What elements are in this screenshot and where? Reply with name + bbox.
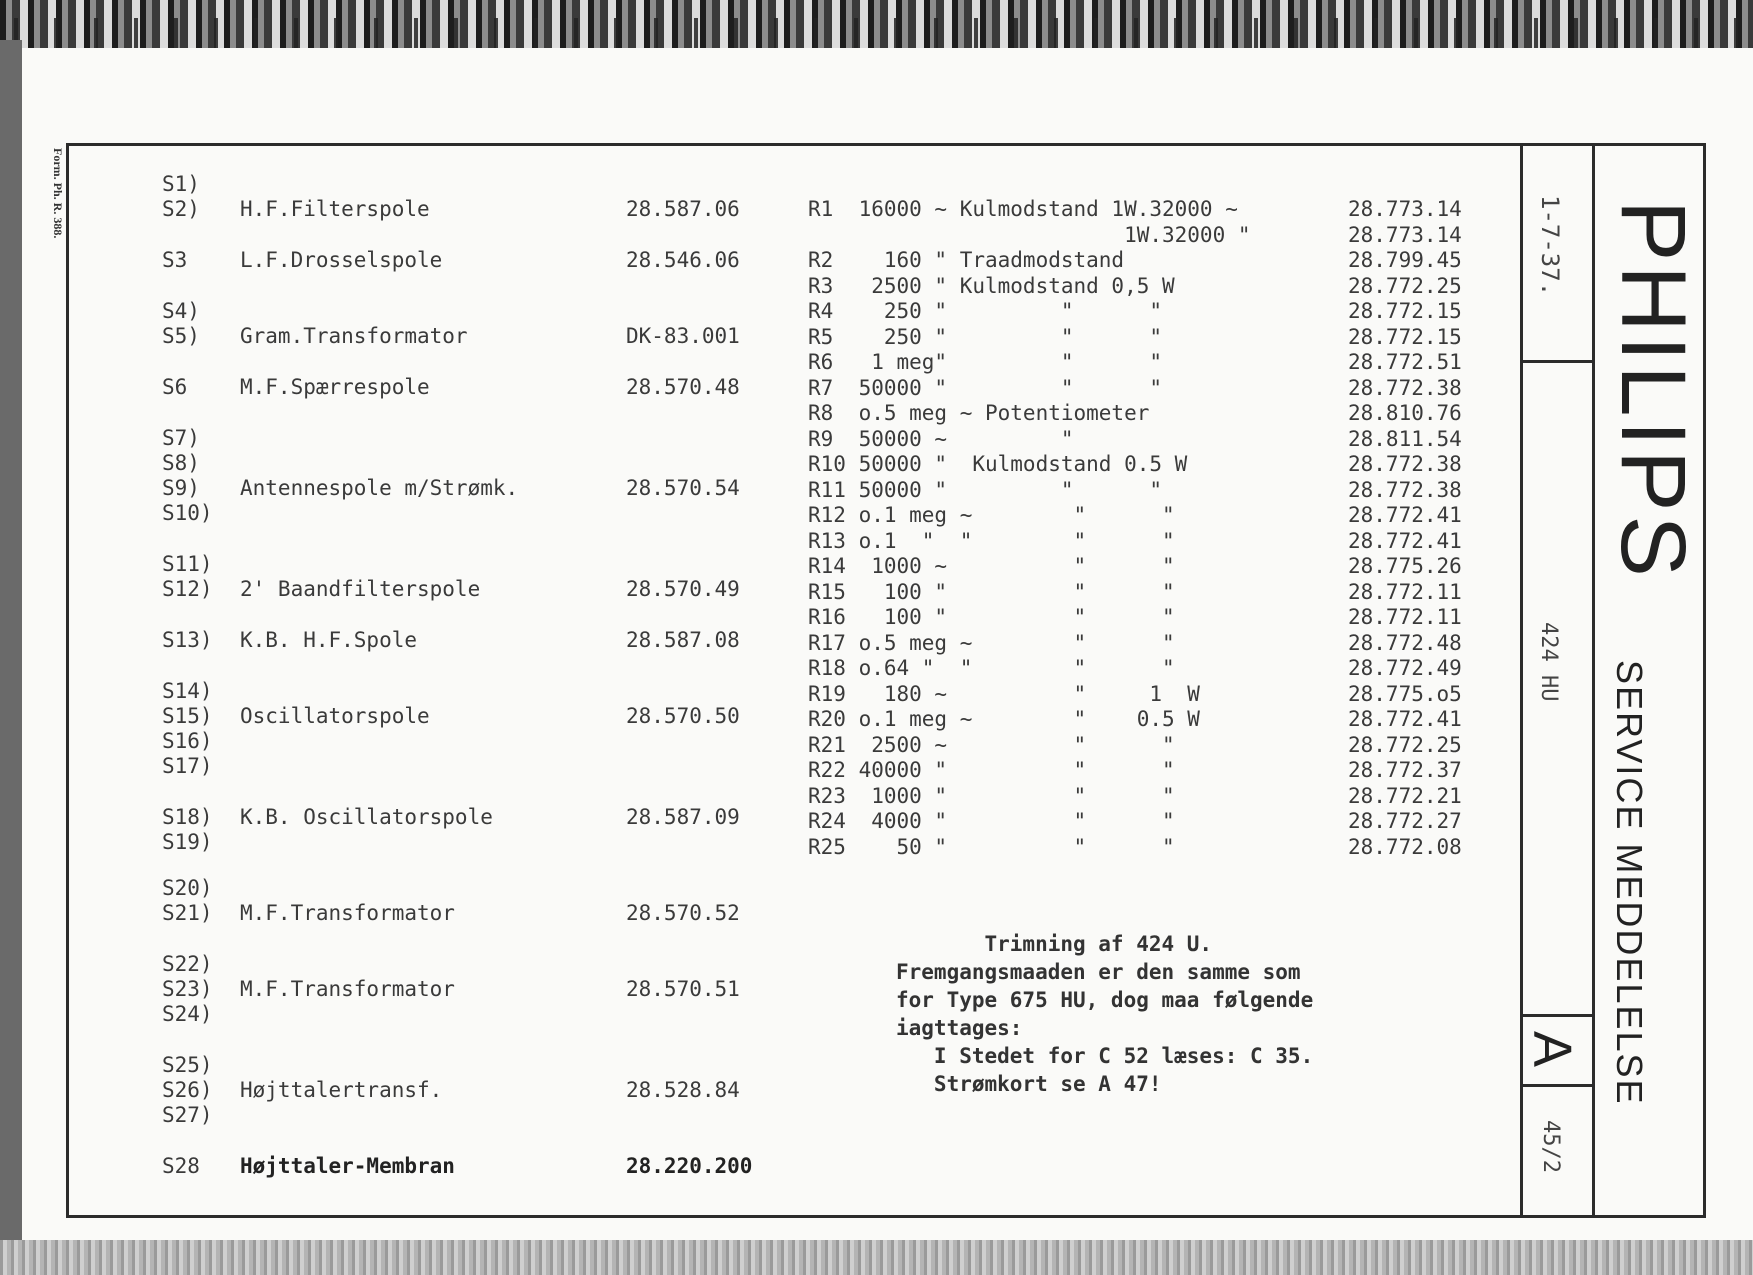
coil-name: K.B. Oscillatorspole [240,805,493,829]
resistor-part-number: 28.772.15 [1348,299,1462,323]
coil-code: S26) [162,1078,213,1102]
resistor-part-number: 28.772.51 [1348,350,1462,374]
coil-code: S21) [162,901,213,925]
coil-code: S6 [162,375,188,399]
resistor-spec: R23 1000 " " " [808,784,1175,808]
resistor-part-number: 28.811.54 [1348,427,1462,451]
coil-name: K.B. H.F.Spole [240,628,418,652]
resistor-part-number: 28.772.41 [1348,503,1462,527]
resistor-part-number: 28.775.o5 [1348,682,1462,706]
resistor-part-number: 28.772.11 [1348,605,1462,629]
coil-name: Gram.Transformator [240,324,468,348]
resistor-spec: R6 1 meg" " " [808,350,1163,374]
coil-part-number: 28.570.51 [626,977,740,1001]
coil-code: S24) [162,1002,213,1026]
sidebar-divider-letter-bottom [1520,1084,1594,1087]
coil-code: S4) [162,299,200,323]
coil-code: S13) [162,628,213,652]
coil-code: S1) [162,172,200,196]
resistor-spec: R22 40000 " " " [808,758,1175,782]
resistor-part-number: 28.772.25 [1348,733,1462,757]
coil-code: S17) [162,754,213,778]
resistor-spec: R5 250 " " " [808,325,1163,349]
coil-part-number: 28.587.09 [626,805,740,829]
coil-name: 2' Baandfilterspole [240,577,481,601]
resistor-part-number: 28.772.08 [1348,835,1462,859]
resistor-part-number: 28.810.76 [1348,401,1462,425]
coil-name: M.F.Transformator [240,901,455,925]
coil-code: S18) [162,805,213,829]
resistor-spec: R13 o.1 " " " " [808,529,1175,553]
note-line: Fremgangsmaaden er den samme som [896,960,1301,984]
resistor-spec: R1 16000 ~ Kulmodstand 1W.32000 ~ [808,197,1238,221]
page-number: 45/2 [1538,1120,1563,1173]
resistor-part-number: 28.772.27 [1348,809,1462,833]
coil-code: S10) [162,501,213,525]
resistor-part-number: 28.772.41 [1348,707,1462,731]
resistor-spec: R8 o.5 meg ~ Potentiometer [808,401,1150,425]
coil-name: L.F.Drosselspole [240,248,443,272]
service-heading: SERVICE MEDDELELSE [1609,660,1650,1106]
coil-code: S12) [162,577,213,601]
resistor-spec: R4 250 " " " [808,299,1163,323]
coil-part-number: 28.570.54 [626,476,740,500]
resistor-part-number: 28.772.21 [1348,784,1462,808]
page-edge-bottom [0,1240,1753,1275]
coil-code: S28 [162,1154,200,1178]
coil-part-number: 28.546.06 [626,248,740,272]
coil-code: S19) [162,830,213,854]
resistor-spec: R11 50000 " " " [808,478,1163,502]
resistor-part-number: 28.772.38 [1348,452,1462,476]
note-line: Strømkort se A 47! [896,1072,1162,1096]
coil-part-number: 28.570.50 [626,704,740,728]
resistor-part-number: 28.772.48 [1348,631,1462,655]
resistor-spec: R21 2500 ~ " " [808,733,1175,757]
coil-part-number: 28.570.48 [626,375,740,399]
coil-code: S23) [162,977,213,1001]
philips-logo: PHILIPS [1602,200,1704,581]
resistor-spec: R24 4000 " " " [808,809,1175,833]
date-stamp: 1-7-37. [1536,195,1564,297]
resistor-spec: R15 100 " " " [808,580,1175,604]
sidebar-divider-letter [1520,1014,1594,1017]
coil-name: M.F.Transformator [240,977,455,1001]
resistor-spec: R12 o.1 meg ~ " " [808,503,1175,527]
resistor-spec: R9 50000 ~ " [808,427,1074,451]
coil-code: S20) [162,876,213,900]
coil-code: S15) [162,704,213,728]
resistor-spec: R2 160 " Traadmodstand [808,248,1125,272]
coil-name: Højttaler-Membran [240,1154,455,1178]
resistor-part-number: 28.799.45 [1348,248,1462,272]
resistor-spec: R17 o.5 meg ~ " " [808,631,1175,655]
coil-code: S27) [162,1103,213,1127]
resistor-spec: R18 o.64 " " " " [808,656,1175,680]
coil-code: S3 [162,248,188,272]
section-letter: A [1522,1030,1582,1068]
resistor-spec: R19 180 ~ " 1 W [808,682,1200,706]
coil-part-number: 28.528.84 [626,1078,740,1102]
resistor-spec: R14 1000 ~ " " [808,554,1175,578]
coil-code: S25) [162,1053,213,1077]
coil-name: Antennespole m/Strømk. [240,476,519,500]
coil-part-number: 28.587.06 [626,197,740,221]
coil-part-number: DK-83.001 [626,324,740,348]
note-line: I Stedet for C 52 læses: C 35. [896,1044,1314,1068]
coil-code: S8) [162,451,200,475]
coil-code: S9) [162,476,200,500]
coil-part-number: 28.570.49 [626,577,740,601]
resistor-part-number: 28.773.14 [1348,197,1462,221]
resistor-part-number: 28.773.14 [1348,223,1462,247]
coil-name: Oscillatorspole [240,704,430,728]
coil-name: H.F.Filterspole [240,197,430,221]
resistor-spec: R10 50000 " Kulmodstand 0.5 W [808,452,1188,476]
trimming-note [896,930,1313,1098]
sidebar-divider-date [1520,360,1594,363]
resistor-spec: R3 2500 " Kulmodstand 0,5 W [808,274,1175,298]
model-number: 424 HU [1536,622,1561,702]
coil-code: S22) [162,952,213,976]
form-reference: Form. Ph. R. 388. [51,148,65,239]
coil-name: M.F.Spærrespole [240,375,430,399]
page-edge-left [0,40,22,1275]
coil-code: S5) [162,324,200,348]
resistor-part-number: 28.772.49 [1348,656,1462,680]
note-line: Trimning af 424 U. [896,932,1213,956]
resistor-spec: R16 100 " " " [808,605,1175,629]
resistor-part-number: 28.772.25 [1348,274,1462,298]
coil-code: S7) [162,426,200,450]
resistor-part-number: 28.772.38 [1348,478,1462,502]
resistor-part-number: 28.772.37 [1348,758,1462,782]
resistor-part-number: 28.772.38 [1348,376,1462,400]
note-line: iagttages: [896,1016,1023,1040]
coil-code: S2) [162,197,200,221]
resistor-part-number: 28.772.15 [1348,325,1462,349]
coil-part-number: 28.570.52 [626,901,740,925]
resistor-part-number: 28.772.41 [1348,529,1462,553]
resistor-spec: R7 50000 " " " [808,376,1163,400]
resistor-spec: R25 50 " " " [808,835,1175,859]
resistor-spec: 1W.32000 " [808,223,1251,247]
resistor-spec: R20 o.1 meg ~ " 0.5 W [808,707,1200,731]
coil-code: S14) [162,679,213,703]
resistor-part-number: 28.772.11 [1348,580,1462,604]
note-line: for Type 675 HU, dog maa følgende [896,988,1314,1012]
coil-part-number: 28.587.08 [626,628,740,652]
coil-code: S16) [162,729,213,753]
coil-name: Højttalertransf. [240,1078,443,1102]
coil-part-number: 28.220.200 [626,1154,753,1178]
resistor-part-number: 28.775.26 [1348,554,1462,578]
coil-code: S11) [162,552,213,576]
sidebar-divider-right [1592,146,1595,1215]
